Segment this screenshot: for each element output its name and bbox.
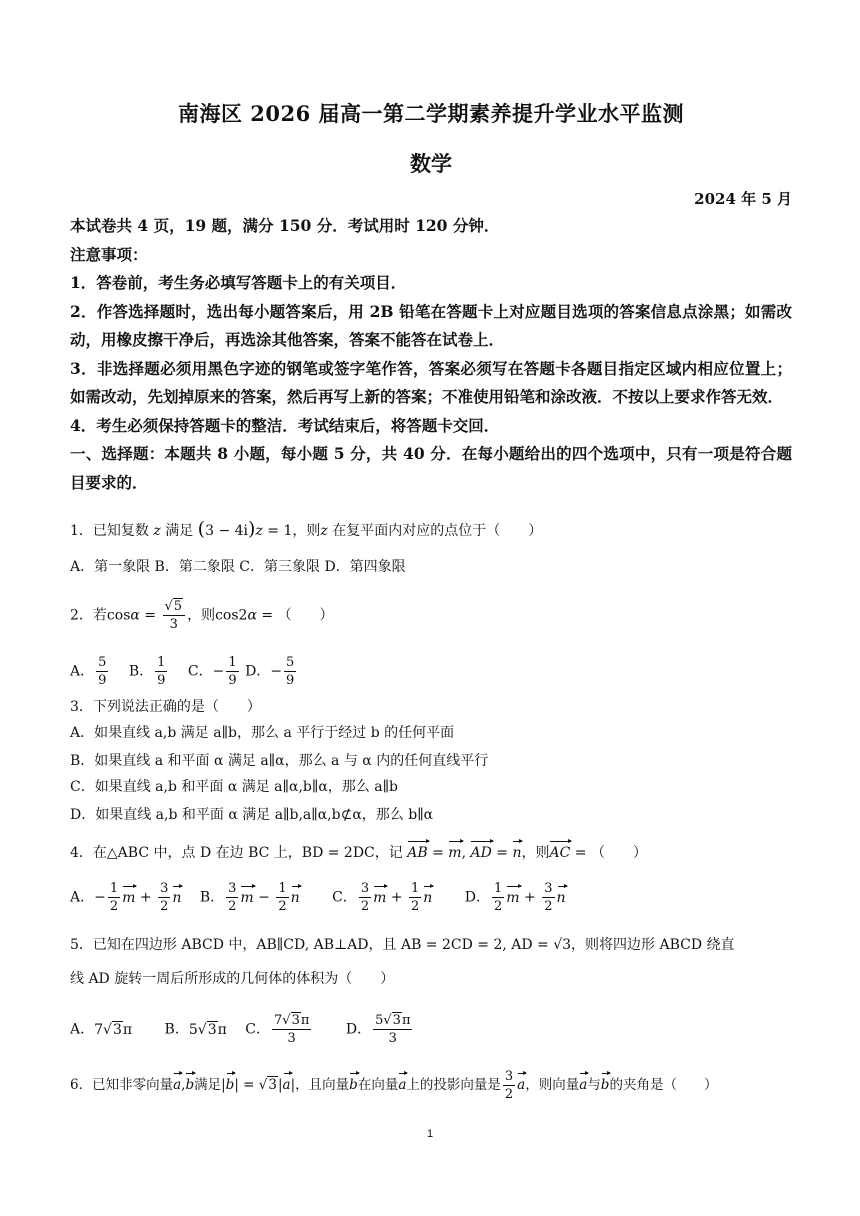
- question-3-option-d: D．如果直线 a,b 和平面 α 满足 a∥b,a∥α,b⊄α，那么 b∥α: [70, 807, 434, 823]
- question-2: 2．若cosα = $\frac{√5}{3}$ ，则cos2α = （ ）: [70, 599, 334, 632]
- q4-stem-c: （ ）: [590, 845, 647, 861]
- q1-stem-c: ，则: [292, 523, 321, 539]
- q2-stem: 2．若: [70, 607, 107, 624]
- question-5-options: A．7√3π B．5√3π C． $\frac{7√3\pi}{3}$ D． $\frac{5√3\pi}{3}$: [70, 1013, 411, 1046]
- page-number: 1: [426, 1128, 434, 1140]
- question-4-options: A．− $\frac{1}{2}$ m + $\frac{3}{2}$ n B． $\frac{3}{2}$ m − $\frac{1}{2}$ n C． $\frac{3}{2}$ m + $\frac{1}{2}$ n D． $\frac{1}{2}$ m + $\frac{3}{2}$ n: [70, 881, 566, 914]
- q6-stem-e: 上的投影向量是: [406, 1077, 501, 1093]
- q2-stem-b: ，则: [187, 607, 216, 624]
- question-3-option-a: A．如果直线 a,b 满足 a∥b，那么 a 平行于经过 b 的任何平面: [70, 725, 455, 741]
- q1-stem-b: 满足: [165, 523, 194, 539]
- instruction-item-1: 1．答卷前，考生务必填写答题卡上的有关项目．: [70, 273, 407, 292]
- q6-stem: 6．已知非零向量: [70, 1077, 174, 1093]
- question-1-options: A．第一象限 B．第二象限 C．第三象限 D．第四象限: [70, 559, 406, 575]
- question-3: 3．下列说法正确的是（ ）: [70, 699, 261, 715]
- question-6: 6．已知非零向量a,b满足|b| = √3|a|，且向量b在向量a上的投影向量是 $\frac{3}{2}$ a，则向量a与b的夹角是（ ）: [70, 1069, 718, 1102]
- question-1: 1．已知复数 z 满足 (3 − 4i)z = 1，则z 在复平面内对应的点位于（ ）: [70, 518, 543, 540]
- question-4: 4．在△ABC 中，点 D 在边 BC 上，BD = 2DC，记 AB = m, AD = n，则AC = （ ）: [70, 842, 792, 864]
- q6-stem-g: 与: [587, 1077, 601, 1093]
- q6-stem-c: ，且向量: [295, 1077, 350, 1093]
- instructions: [70, 212, 792, 497]
- instruction-item-3: 3．非选择题必须用黑色字迹的钢笔或签字笔作答，答案必须写在答题卡各题目指定区域内相应位置上；如需改动，先划掉原来的答案，然后再写上新的答案；不准使用铅笔和涂改液．不按以上要求作答无效．: [70, 358, 792, 406]
- q1-stem-d: 在复平面内对应的点位于（ ）: [332, 523, 543, 539]
- q6-stem-b: 满足: [194, 1077, 222, 1093]
- instructions-heading: 注意事项：: [70, 244, 148, 264]
- q6-stem-h: 的夹角是（ ）: [609, 1077, 718, 1093]
- q6-stem-d: 在向量: [357, 1077, 399, 1093]
- question-3-option-b: B．如果直线 a 和平面 α 满足 a∥α，那么 a 与 α 内的任何直线平行: [70, 753, 489, 769]
- question-3-option-c: C．如果直线 a,b 和平面 α 满足 a∥α,b∥α，那么 a∥b: [70, 779, 399, 795]
- exam-title: 南海区 2026 届高一第二学期素养提升学业水平监测: [177, 101, 685, 126]
- question-5-line-1: 5．已知在四边形 ABCD 中，AB∥CD, AB⊥AD，且 AB = 2CD = 2, AD = √3，则将四边形 ABCD 绕直: [70, 937, 735, 953]
- exam-date: 2024 年 5 月: [694, 190, 792, 208]
- q4-stem: 4．在△ABC 中，点 D 在边 BC 上，BD = 2DC，记: [70, 845, 403, 861]
- section-heading: 一、选择题：本题共 8 小题，每小题 5 分，共 40 分．在每小题给出的四个选项中，只有一项是符合题目要求的．: [70, 444, 792, 492]
- q6-stem-f: ，则向量: [525, 1077, 580, 1093]
- question-5-line-2: 线 AD 旋转一周后所形成的几何体的体积为（ ）: [70, 971, 395, 987]
- q1-stem: 1．已知复数: [70, 523, 149, 539]
- exam-subject: 数学: [410, 151, 452, 176]
- instruction-item-2: 2．作答选择题时，选出每小题答案后，用 2B 铅笔在答题卡上对应题目选项的答案信息点涂黑；如需改动，用橡皮擦干净后，再选涂其他答案，答案不能答在试卷上．: [70, 301, 792, 349]
- q2-stem-c: （ ）: [277, 607, 334, 624]
- q4-stem-b: ，则: [521, 845, 550, 861]
- instruction-item-4: 4．考生必须保持答题卡的整洁．考试结束后，将答题卡交回．: [70, 415, 500, 435]
- instructions-intro: 本试卷共 4 页，19 题，满分 150 分．考试用时 120 分钟．: [70, 216, 500, 235]
- question-2-options: A． $\frac{5}{9}$ B． $\frac{1}{9}$ C．− $\frac{1}{9}$ D．− $\frac{5}{9}$: [70, 655, 295, 688]
